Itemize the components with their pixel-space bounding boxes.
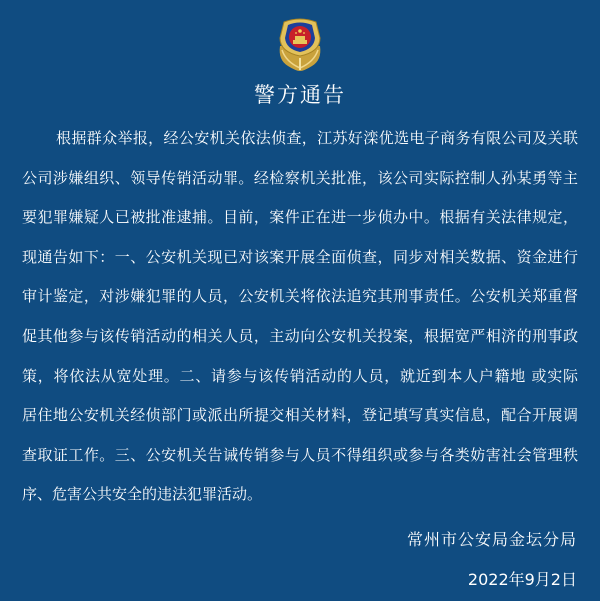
body-line: 居住地公安机关经侦部门或派出所提交相关材料，登记填写真实信息，配合开展调 (22, 406, 578, 425)
body-line: 查取证工作。三、公安机关告诫传销参与人员不得组织或参与各类妨害社会管理秩 (22, 445, 578, 464)
notice-title: 警方通告 (254, 83, 346, 107)
signature: 常州市公安局金坛分局 (406, 530, 577, 549)
body-line: 现通告如下：一、公安机关现已对该案开展全面侦查，同步对相关数据、资金进行 (22, 247, 578, 266)
body-line: 策，将依法从宽处理。二、请参与该传销活动的人员，就近到本人户籍地 或实际 (22, 366, 578, 385)
notice-body (22, 127, 578, 523)
body-line: 要犯罪嫌疑人已被批准逮捕。目前，案件正在进一步侦办中。根据有关法律规定， (22, 208, 578, 227)
police-emblem-icon (274, 16, 326, 72)
body-line: 公司涉嫌组织、领导传销活动罪。经检察机关批准，该公司实际控制人孙某勇等主 (22, 168, 578, 187)
body-line: 审计鉴定，对涉嫌犯罪的人员，公安机关将依法追究其刑事责任。公安机关郑重督 (22, 287, 578, 306)
notice-date: 2022年9月2日 (467, 570, 577, 589)
body-line: 促其他参与该传销活动的相关人员，主动向公安机关投案，根据宽严相济的刑事政 (22, 326, 578, 345)
body-line: 根据群众举报，经公安机关依法侦查，江苏好滦优选电子商务有限公司及关联 (56, 129, 578, 147)
body-line: 序、危害公共安全的违法犯罪活动。 (22, 485, 263, 504)
